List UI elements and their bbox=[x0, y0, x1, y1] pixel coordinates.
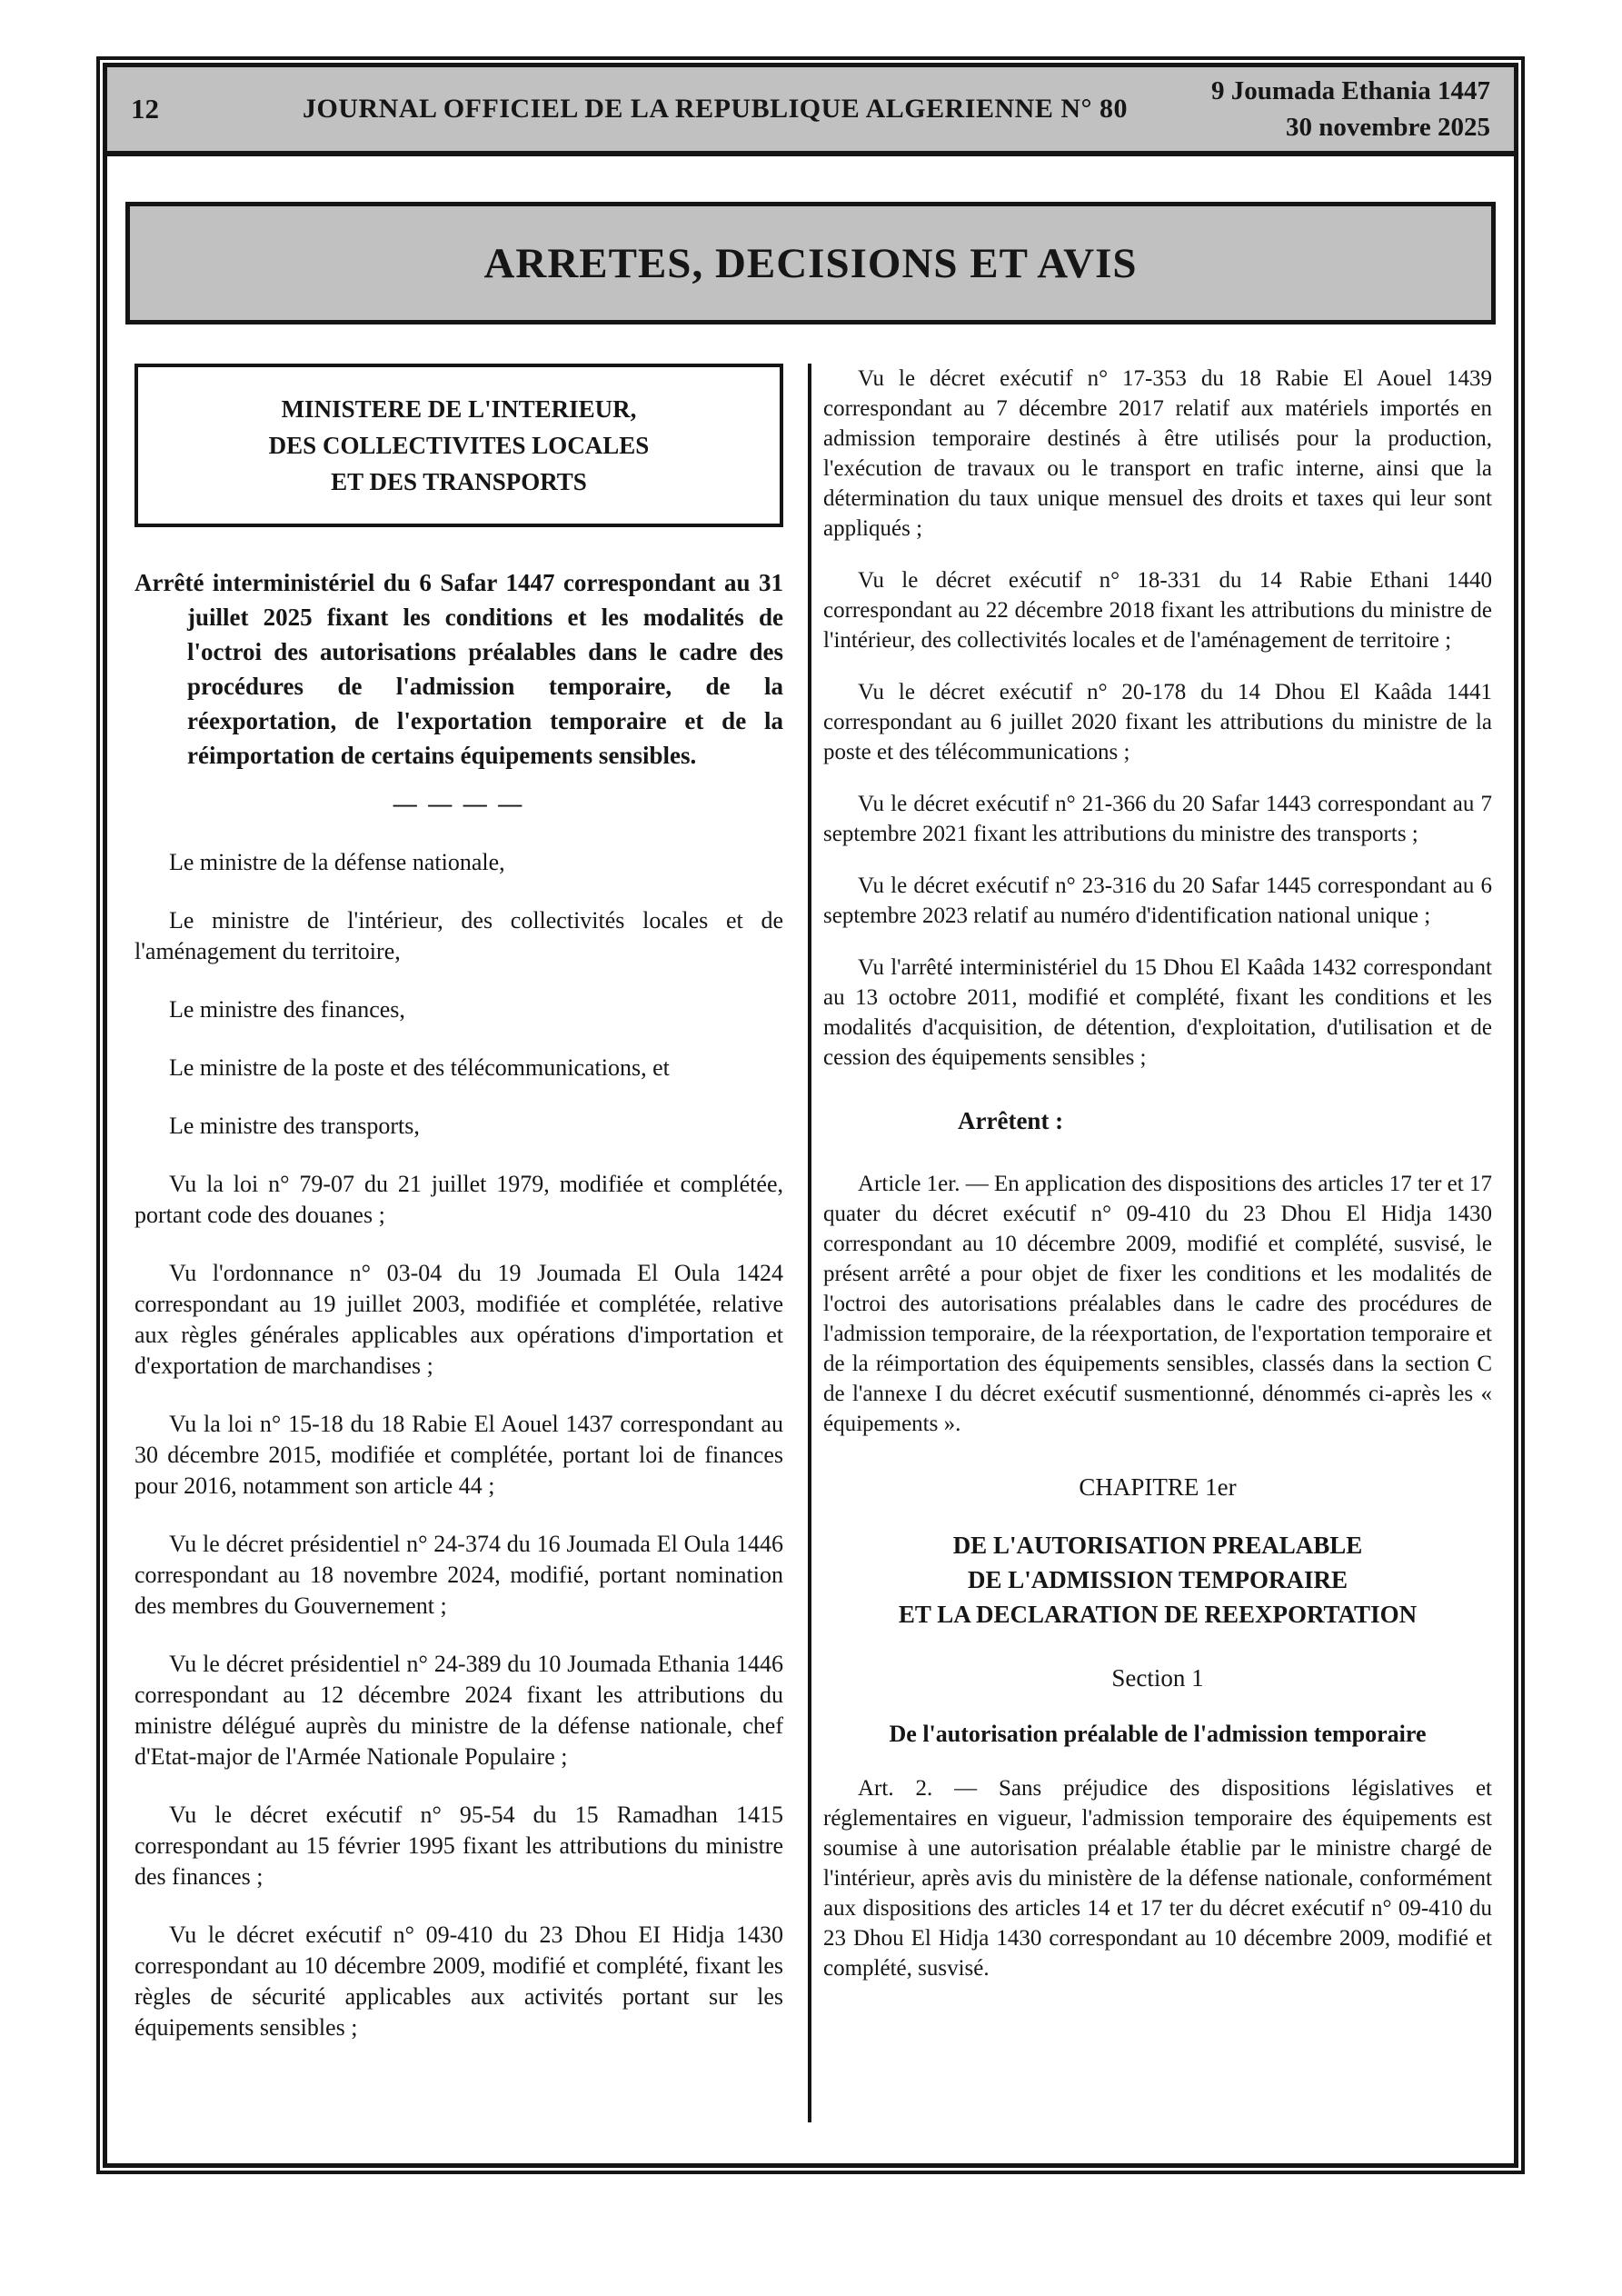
ministry-line: ET DES TRANSPORTS bbox=[331, 468, 587, 495]
paragraph: Vu l'arrêté interministériel du 15 Dhou El Kaâda 1432 correspondant au 13 octobre 2011, modifié et complété, fixant les conditions et les modalités d'acquisition, de détention, d'exploitation, d'utilisation et de cession des équipements sensibles ; bbox=[823, 955, 1492, 1070]
date-hijri: 9 Joumada Ethania 1447 bbox=[1211, 76, 1490, 105]
paragraph: Le ministre de la poste et des télécommunications, et bbox=[169, 1054, 670, 1081]
article-2-paragraph: Art. 2. — Sans préjudice des dispositions législatives et réglementaires en vigueur, l'admission temporaire des équipements est soumise à une autorisation préalable établie par le ministre chargé de l'intérieur, après avis du ministère de la défense nationale, conformément aux dispositions des articles 14 et 17 ter du décret exécutif n° 09-410 du 23 Dhou El Hidja 1430 correspondant au 10 décembre 2009, modifié et complété, susvisé. bbox=[823, 1776, 1492, 1981]
chapter-heading: CHAPITRE 1er bbox=[1079, 1473, 1237, 1501]
ministry-line: DES COLLECTIVITES LOCALES bbox=[268, 432, 650, 459]
decree-title: Arrêté interministériel du 6 Safar 1447 correspondant au 31 juillet 2025 fixant les conditions et les modalités de l'octroi des autorisations préalables dans le cadre des procédures de l'admission temporaire, de la réexportation, de l'exportation temporaire et de la réimportation de certains équipements sensibles. bbox=[134, 569, 783, 769]
journal-title: JOURNAL OFFICIEL DE LA REPUBLIQUE ALGERIENNE N° 80 bbox=[303, 94, 1128, 124]
right-column bbox=[823, 364, 1492, 2163]
article-1-paragraph: Article 1er. — En application des dispositions des articles 17 ter et 17 quater du décret exécutif n° 09-410 du 23 Dhou El Hidja 1430 correspondant au 10 décembre 2009, modifié et complété, susvisé, le présent arrêté a pour objet de fixer les conditions et les modalités de l'octroi des autorisations préalables dans le cadre des procédures de l'admission temporaire, de la réexportation, de l'exportation temporaire et de la réimportation des équipements sensibles, classés dans la section C de l'annexe I du décret exécutif susmentionné, dénommés ci-après les « équipements ». bbox=[823, 1172, 1492, 1436]
ministry-box bbox=[134, 364, 783, 527]
section-title: De l'autorisation préalable de l'admission temporaire bbox=[889, 1721, 1427, 1747]
paragraph: Le ministre des finances, bbox=[169, 996, 405, 1023]
paragraph: Vu le décret exécutif n° 17-353 du 18 Rabie El Aouel 1439 correspondant au 7 décembre 2017 relatif aux matériels importés en admission temporaire destinés à être utilisés pour la production, l'exécution de travaux ou le transport en trafic interne, ainsi que la détermination du taux unique mensuel des droits et taxes qui leur sont appliqués ; bbox=[823, 366, 1492, 541]
paragraph: Le ministre de l'intérieur, des collectivités locales et de l'aménagement du territoire, bbox=[134, 907, 783, 964]
chapter-title bbox=[823, 1528, 1492, 1632]
ministry-line: MINISTERE DE L'INTERIEUR, bbox=[281, 395, 637, 423]
chapter-title-line: DE L'AUTORISATION PREALABLE bbox=[952, 1532, 1363, 1559]
paragraph: Vu le décret exécutif n° 09-410 du 23 Dhou EI Hidja 1430 correspondant au 10 décembre 2009, modifié et complété, fixant les règles de sécurité applicables aux activités portant sur les équipements sensibles ; bbox=[134, 1922, 783, 2041]
paragraph: Vu le décret exécutif n° 23-316 du 20 Safar 1445 correspondant au 6 septembre 2023 relatif au numéro d'identification national unique ; bbox=[823, 873, 1492, 928]
masthead bbox=[107, 67, 1514, 156]
content-columns bbox=[107, 324, 1514, 2163]
paragraph: Vu le décret exécutif n° 21-366 du 20 Safar 1443 correspondant au 7 septembre 2021 fixant les attributions du ministre des transports ; bbox=[823, 792, 1492, 846]
paragraph: Vu le décret exécutif n° 95-54 du 15 Ramadhan 1415 correspondant au 15 février 1995 fixant les attributions du ministre des finances ; bbox=[134, 1802, 783, 1890]
paragraph: Vu le décret exécutif n° 18-331 du 14 Rabie Ethani 1440 correspondant au 22 décembre 2018 fixant les attributions du ministre de l'intérieur, des collectivités locales et de l'aménagement de territoire ; bbox=[823, 568, 1492, 653]
page-frame bbox=[96, 56, 1525, 2174]
arretent-heading: Arrêtent : bbox=[958, 1107, 1064, 1134]
date-gregorian: 30 novembre 2025 bbox=[1285, 113, 1490, 142]
paragraph: Vu la loi n° 15-18 du 18 Rabie El Aouel 1437 correspondant au 30 décembre 2015, modifiée et complétée, portant loi de finances pour 2016, notamment son article 44 ; bbox=[134, 1411, 783, 1499]
section-banner-title: ARRETES, DECISIONS ET AVIS bbox=[483, 239, 1138, 287]
chapter-title-line: ET LA DECLARATION DE REEXPORTATION bbox=[898, 1601, 1418, 1628]
paragraph: Vu le décret présidentiel n° 24-389 du 10 Joumada Ethania 1446 correspondant au 12 décembre 2024 fixant les attributions du ministre délégué auprès du ministre de la défense nationale, chef d'Etat-major de l'Armée Nationale Populaire ; bbox=[134, 1651, 783, 1770]
masthead-dates bbox=[1181, 73, 1490, 145]
section-heading: Section 1 bbox=[1111, 1664, 1204, 1692]
paragraph: Le ministre des transports, bbox=[169, 1113, 420, 1139]
paragraph: Le ministre de la défense nationale, bbox=[169, 849, 505, 875]
section-banner bbox=[125, 202, 1496, 324]
left-column bbox=[134, 364, 783, 2163]
paragraph: Vu le décret présidentiel n° 24-374 du 16 Joumada El Oula 1446 correspondant au 18 novembre 2024, modifié, portant nomination des membres du Gouvernement ; bbox=[134, 1531, 783, 1619]
paragraph: Vu le décret exécutif n° 20-178 du 14 Dhou El Kaâda 1441 correspondant au 6 juillet 2020 fixant les attributions du ministre de la poste et des télécommunications ; bbox=[823, 680, 1492, 764]
page-frame-inner bbox=[103, 63, 1518, 2168]
page-number: 12 bbox=[131, 93, 159, 125]
paragraph: Vu la loi n° 79-07 du 21 juillet 1979, modifiée et complétée, portant code des douanes ; bbox=[134, 1171, 783, 1228]
separator-dashes: — — — — bbox=[393, 791, 525, 817]
paragraph: Vu l'ordonnance n° 03-04 du 19 Joumada El Oula 1424 correspondant au 19 juillet 2003, modifiée et complétée, relative aux règles générales applicables aux opérations d'importation et d'exportation de marchandises ; bbox=[134, 1260, 783, 1379]
column-divider bbox=[808, 364, 811, 2122]
chapter-title-line: DE L'ADMISSION TEMPORAIRE bbox=[967, 1566, 1348, 1593]
